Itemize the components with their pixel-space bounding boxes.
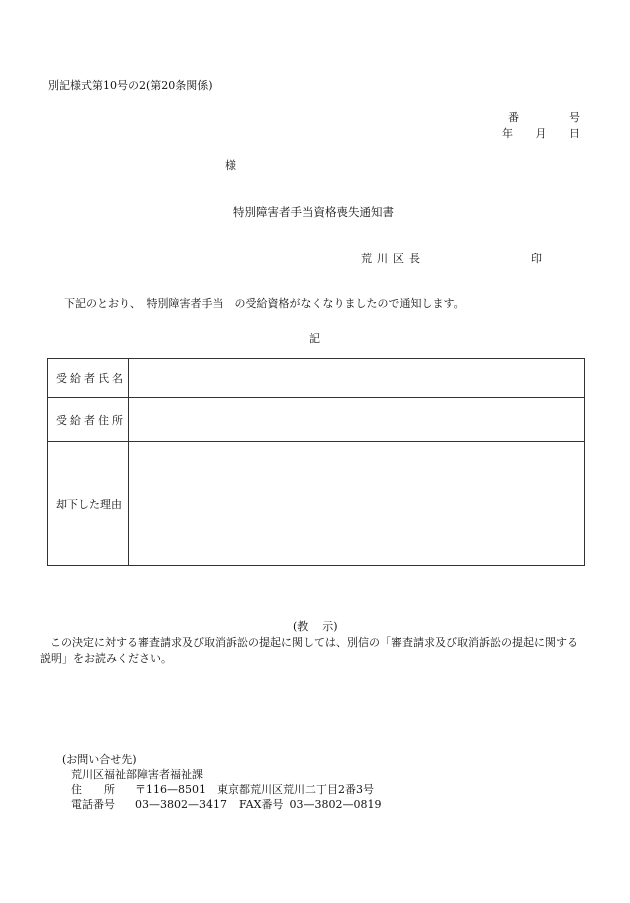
table-row <box>48 442 585 566</box>
issuer-line <box>361 252 542 265</box>
seal-mark: 印 <box>531 252 542 265</box>
issuer-name: 荒川区長 <box>361 252 425 265</box>
recipient-info-table <box>47 358 585 566</box>
number-suffix: 号 <box>569 111 580 124</box>
contact-address <box>62 782 381 797</box>
kyoji-text: この決定に対する審査請求及び取消訴訟の提起に関しては、別信の「審査請求及び取消訴訟の提起に関する説明」をお読みください。 <box>40 636 578 665</box>
contact-heading: (お問い合せ先) <box>62 753 137 766</box>
kyoji-heading <box>293 621 338 632</box>
addressee-suffix: 様 <box>225 159 236 172</box>
table-row <box>48 398 585 442</box>
rejection-reason-value[interactable] <box>129 442 585 566</box>
day-label: 日 <box>569 127 580 140</box>
document-title: 特別障害者手当資格喪失通知書 <box>233 205 394 219</box>
contact-department: 荒川区福祉部障害者福祉課 <box>71 768 203 781</box>
document-number-line <box>508 112 580 123</box>
recipient-name-value[interactable] <box>129 359 585 398</box>
recipient-address-value[interactable] <box>129 398 585 442</box>
address-value: 〒116—8501 東京都荒川区荒川二丁目2番3号 <box>135 783 374 796</box>
table-row <box>48 359 585 398</box>
number-label: 番 <box>508 111 519 124</box>
recipient-name-label: 受給者氏名 <box>48 359 129 398</box>
phone-label: 電話番号 <box>71 798 115 811</box>
month-label: 月 <box>535 127 547 140</box>
address-label: 住 所 <box>71 783 115 796</box>
fax-value: 03—3802—0819 <box>289 798 382 811</box>
contact-phone <box>62 797 381 812</box>
year-label: 年 <box>502 127 513 140</box>
rejection-reason-label: 却下した理由 <box>48 442 129 566</box>
kyoji-heading-right: 示) <box>322 620 338 633</box>
kyoji-heading-left: (教 <box>293 620 309 633</box>
date-line <box>502 128 580 139</box>
phone-value: 03—3802—3417 <box>135 798 227 811</box>
notice-body: 下記のとおり、 特別障害者手当 の受給資格がなくなりましたので通知します。 <box>64 297 465 310</box>
form-number-label: 別記様式第10号の2(第20条関係) <box>48 79 213 92</box>
ki-heading: 記 <box>309 332 320 345</box>
recipient-address-label: 受給者住所 <box>48 398 129 442</box>
fax-label: FAX番号 <box>239 798 284 811</box>
contact-block <box>62 752 381 812</box>
